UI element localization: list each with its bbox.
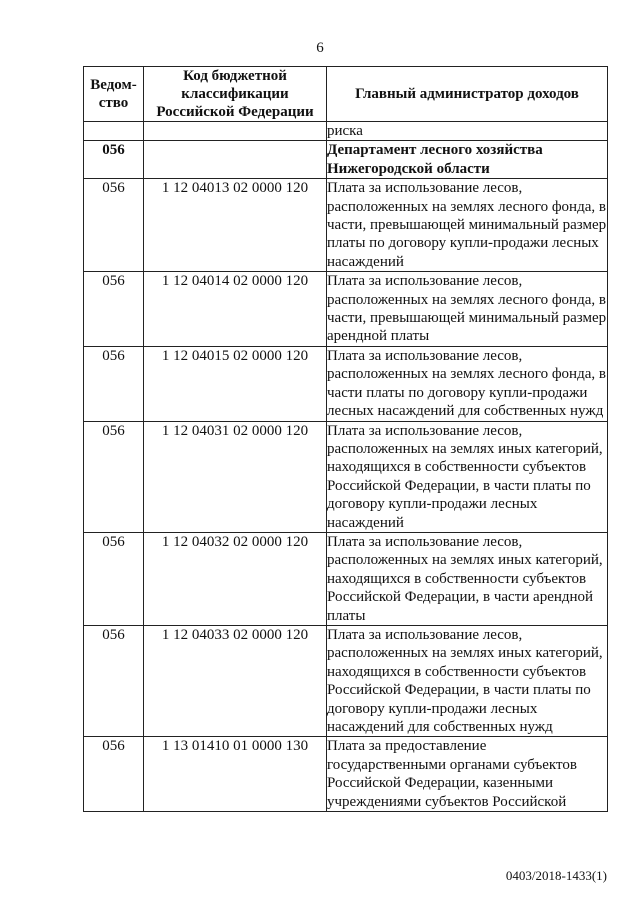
dept-cell: 056 [84,179,144,272]
table-row [84,122,608,141]
code-cell: 1 12 04033 02 0000 120 [144,625,327,736]
code-cell: 1 12 04032 02 0000 120 [144,532,327,625]
document-id: 0403/2018-1433(1) [505,868,607,883]
table-row [84,141,608,179]
dept-cell: 056 [84,272,144,347]
code-cell [144,122,327,141]
code-cell [144,141,327,179]
table-row [84,421,608,532]
dept-cell: 056 [84,737,144,812]
header-dept: Ведом-ство [84,67,144,122]
budget-classification-table [83,66,608,812]
dept-cell: 056 [84,421,144,532]
code-cell: 1 12 04015 02 0000 120 [144,346,327,421]
code-cell: 1 13 01410 01 0000 130 [144,737,327,812]
dept-cell: 056 [84,141,144,179]
dept-cell: 056 [84,625,144,736]
name-cell: риска [327,122,608,141]
header-code: Код бюджетной классификации Российской Федерации [144,67,327,122]
name-cell: Плата за использование лесов, расположенных на землях иных категорий, находящихся в собственности субъектов Российской Федерации, в части арендной платы [327,532,608,625]
dept-cell [84,122,144,141]
code-cell: 1 12 04031 02 0000 120 [144,421,327,532]
table-row [84,179,608,272]
name-cell: Плата за предоставление государственными органами субъектов Российской Федерации, казенными учреждениями субъектов Российской [327,737,608,812]
name-cell: Плата за использование лесов, расположенных на землях лесного фонда, в части, превышающей минимальный размер платы по договору купли-продажи лесных насаждений [327,180,607,270]
table-row [84,737,608,812]
table-row [84,625,608,736]
table-row [84,532,608,625]
table-row [84,346,608,421]
code-cell: 1 12 04013 02 0000 120 [144,179,327,272]
table-header-row [84,67,608,122]
code-cell: 1 12 04014 02 0000 120 [144,272,327,347]
dept-cell: 056 [84,532,144,625]
table-row [84,272,608,347]
name-cell: Плата за использование лесов, расположенных на землях лесного фонда, в части, превышающей минимальный размер арендной платы [327,273,607,345]
header-administrator: Главный администратор доходов [327,67,608,122]
page-number: 6 [316,40,324,56]
name-cell: Департамент лесного хозяйства Нижегородской области [327,141,608,179]
name-cell: Плата за использование лесов, расположенных на землях иных категорий, находящихся в собственности субъектов Российской Федерации, в части платы по договору купли-продажи лесных насаждений для собственных нужд [327,625,608,736]
name-cell: Плата за использование лесов, расположенных на землях иных категорий, находящихся в собственности субъектов Российской Федерации, в части платы по договору купли-продажи лесных насаждений [327,421,608,532]
dept-cell: 056 [84,346,144,421]
name-cell: Плата за использование лесов, расположенных на землях лесного фонда, в части платы по договору купли-продажи лесных насаждений для собственных нужд [327,347,606,420]
